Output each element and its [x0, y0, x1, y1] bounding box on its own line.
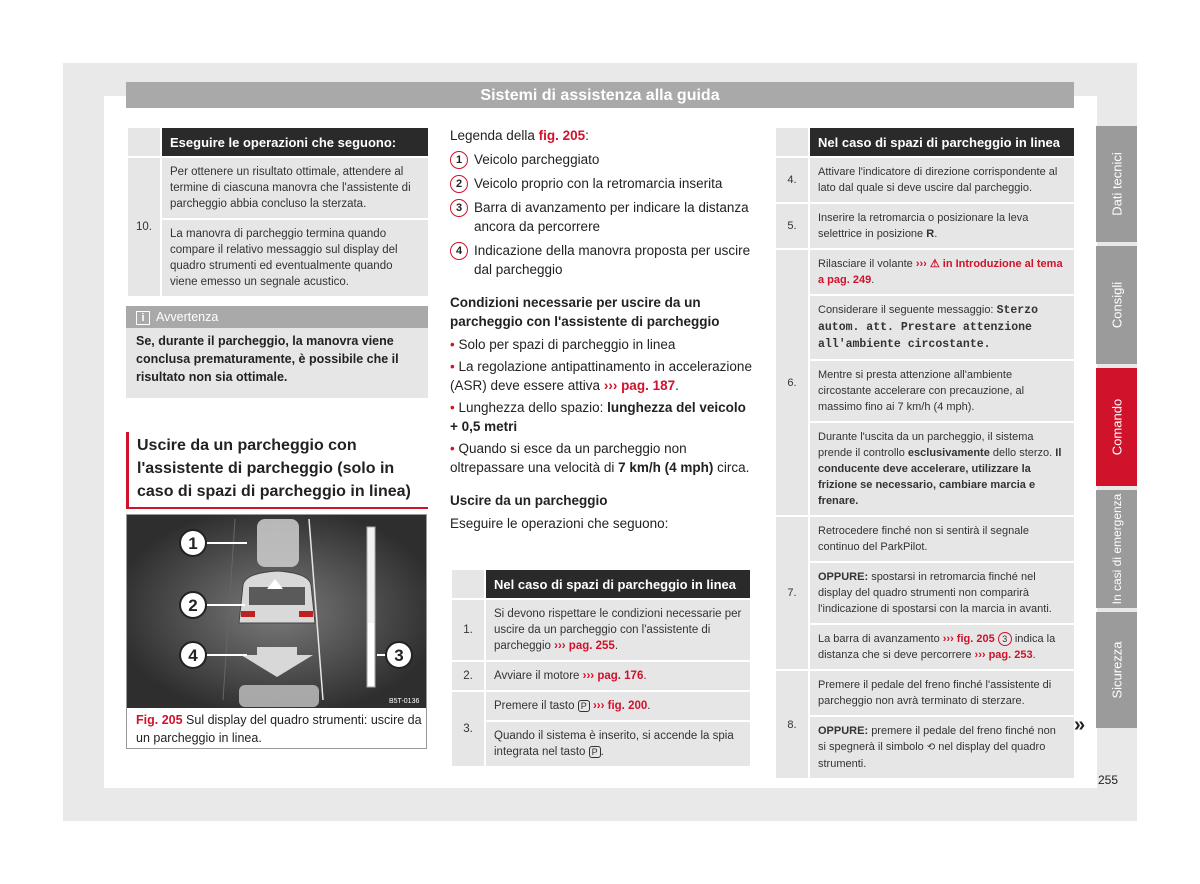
step-cell: Si devono rispettare le condizioni necessarie per uscire da un parcheggio con l'assistente di parcheggio ››› pag. 255.	[485, 599, 751, 661]
step-cell: Durante l'uscita da un parcheggio, il sistema prende il controllo esclusivamente dello sterzo. Il conducente deve accelerare, utilizzare la frizione se necessario, cambiare marcia e frenare.	[809, 422, 1075, 516]
step-cell: OPPURE: spostarsi in retromarcia finché nel display del quadro strumenti non comparirà l'indicazione di spostarsi con la marcia in avanti.	[809, 562, 1075, 624]
warning-box	[126, 306, 428, 398]
page-header: Sistemi di assistenza alla guida	[126, 82, 1074, 108]
page-number: 255	[1098, 773, 1119, 787]
legend-item: 3 Barra di avanzamento per indicare la distanza ancora da percorrere	[450, 198, 752, 236]
row-num: 1.	[451, 599, 485, 661]
figure-caption: Fig. 205 Sul display del quadro strumenti: uscire da un parcheggio in linea.	[136, 713, 422, 745]
side-tab-dati-tecnici[interactable]: Dati tecnici	[1096, 126, 1137, 242]
step-cell: OPPURE: premere il pedale del freno finché non si spegnerà il simbolo ⟲ nel display del quadro strumenti.	[809, 716, 1075, 779]
step-cell: Rilasciare il volante ››› ⚠ in Introduzione al tema a pag. 249.	[809, 249, 1075, 295]
exit-intro: Eseguire le operazioni che seguono:	[450, 516, 669, 531]
warning-body: Se, durante il parcheggio, la manovra viene conclusa prematuramente, è possibile che il risultato non sia ottimale.	[136, 334, 399, 384]
legend-intro: Legenda della fig. 205:	[450, 128, 589, 143]
parked-vehicle	[257, 519, 299, 567]
svg-text:3: 3	[394, 646, 404, 665]
step-cell: Considerare il seguente messaggio: Sterzo autom. att. Prestare attenzione all'ambiente circostante.	[809, 295, 1075, 360]
row-num: 7.	[775, 516, 809, 670]
row-num: 3.	[451, 691, 485, 767]
side-tab-comando[interactable]: Comando	[1096, 368, 1137, 486]
display-message: Sterzo autom. att. Prestare attenzione all'ambiente circostante.	[818, 304, 1038, 351]
exit-title: Uscire da un parcheggio	[450, 493, 608, 508]
condition-bullet: • Solo per spazi di parcheggio in linea	[450, 337, 676, 352]
park-assist-button-icon: P	[589, 746, 601, 758]
step-cell: Premere il tasto P ››› fig. 200.	[485, 691, 751, 721]
figure-205	[126, 514, 427, 749]
park-assist-button-icon: P	[578, 700, 590, 712]
condition-bullet: • La regolazione antipattinamento in accelerazione (ASR) deve essere attiva ››› pag. 187.	[450, 359, 752, 393]
table2-heading: Nel caso di spazi di parcheggio in linea	[485, 569, 751, 599]
page-ref-link[interactable]: ››› pag. 187	[603, 378, 676, 393]
step-cell: Quando il sistema è inserito, si accende la spia integrata nel tasto P .	[485, 721, 751, 767]
row-num: 4.	[775, 157, 809, 203]
row-num: 5.	[775, 203, 809, 249]
condition-bullet: • Lunghezza dello spazio: lunghezza del veicolo + 0,5 metri	[450, 400, 746, 434]
column-2	[450, 126, 752, 533]
step-cell: Mentre si presta attenzione all'ambiente circostante accelerare con precauzione, al massimo fino ai 7 km/h (4 mph).	[809, 360, 1075, 422]
fig-ref-link[interactable]: fig. 205	[538, 128, 586, 143]
callout-2	[180, 592, 206, 618]
fig-ref-link[interactable]: ››› fig. 200	[592, 700, 648, 712]
callout-1	[180, 530, 206, 556]
step-cell: Avviare il motore ››› pag. 176.	[485, 661, 751, 691]
figure-code: B5T-0136	[389, 698, 420, 705]
side-tab-consigli[interactable]: Consigli	[1096, 246, 1137, 364]
row-num: 2.	[451, 661, 485, 691]
table1-row-num: 10.	[127, 157, 161, 297]
legend-item: 4 Indicazione della manovra proposta per uscire dal parcheggio	[450, 241, 752, 279]
page-ref-link[interactable]: ››› pag. 255	[554, 640, 615, 652]
fig-ref-link[interactable]: ››› fig. 205	[942, 633, 995, 645]
continue-marker: »	[1074, 714, 1086, 736]
row-num: 8.	[775, 670, 809, 779]
table1-heading: Eseguire le operazioni che seguono:	[161, 127, 429, 157]
step-cell: Inserire la retromarcia o posizionare la leva selettrice in posizione R.	[809, 203, 1075, 249]
table1-cell: La manovra di parcheggio termina quando compare il relativo messaggio sul display del quadro strumenti ed eventualmente quando viene emesso un segnale acustico.	[161, 219, 429, 297]
side-tab-emergenza[interactable]: In casi di emergenza	[1096, 490, 1137, 608]
operations-table-1	[126, 126, 430, 298]
operations-table-2	[450, 568, 752, 768]
warning-ref-link[interactable]: ››› ⚠ in Introduzione al tema a pag. 249	[818, 258, 1063, 286]
side-tab-sicurezza[interactable]: Sicurezza	[1096, 612, 1137, 728]
step-cell: Retrocedere finché non si sentirà il segnale continuo del ParkPilot.	[809, 516, 1075, 562]
legend-item: 1 Veicolo parcheggiato	[450, 150, 752, 169]
condition-bullet: • Quando si esce da un parcheggio non oltrepassare una velocità di 7 km/h (4 mph) circa.	[450, 441, 750, 475]
steering-symbol-icon: ⟲	[926, 742, 936, 753]
page-ref-link[interactable]: ››› pag. 253	[974, 649, 1033, 661]
table1-cell: Per ottenere un risultato ottimale, attendere al termine di ciascuna manovra che l'assistente di parcheggio abbia concluso la sterzata.	[161, 157, 429, 219]
svg-text:2: 2	[188, 596, 198, 615]
parked-vehicle-rear	[239, 685, 319, 707]
info-icon: i	[136, 311, 150, 325]
warning-header: i Avvertenza	[126, 306, 428, 328]
step-cell: Attivare l'indicatore di direzione corrispondente al lato dal quale si deve uscire dal parcheggio.	[809, 157, 1075, 203]
svg-text:1: 1	[188, 534, 198, 553]
page-ref-link[interactable]: ››› pag. 176	[582, 670, 644, 682]
section-title: Uscire da un parcheggio con l'assistente di parcheggio (solo in caso di spazi di parcheggio in linea)	[126, 432, 428, 509]
operations-table-3	[774, 126, 1076, 780]
conditions-title: Condizioni necessarie per uscire da un parcheggio con l'assistente di parcheggio	[450, 295, 720, 329]
row-num: 6.	[775, 249, 809, 516]
callout-number: 3	[998, 632, 1012, 646]
callout-3	[386, 642, 412, 668]
legend-item: 2 Veicolo proprio con la retromarcia inserita	[450, 174, 752, 193]
table3-heading: Nel caso di spazi di parcheggio in linea	[809, 127, 1075, 157]
figure-image	[127, 515, 426, 708]
step-cell: La barra di avanzamento ››› fig. 205 3 indica la distanza che si deve percorrere ››› pag. 253.	[809, 624, 1075, 670]
callout-4	[180, 642, 206, 668]
own-vehicle	[239, 571, 315, 623]
svg-text:4: 4	[188, 646, 198, 665]
step-cell: Premere il pedale del freno finché l'assistente di parcheggio non avrà terminato di sterzare.	[809, 670, 1075, 716]
